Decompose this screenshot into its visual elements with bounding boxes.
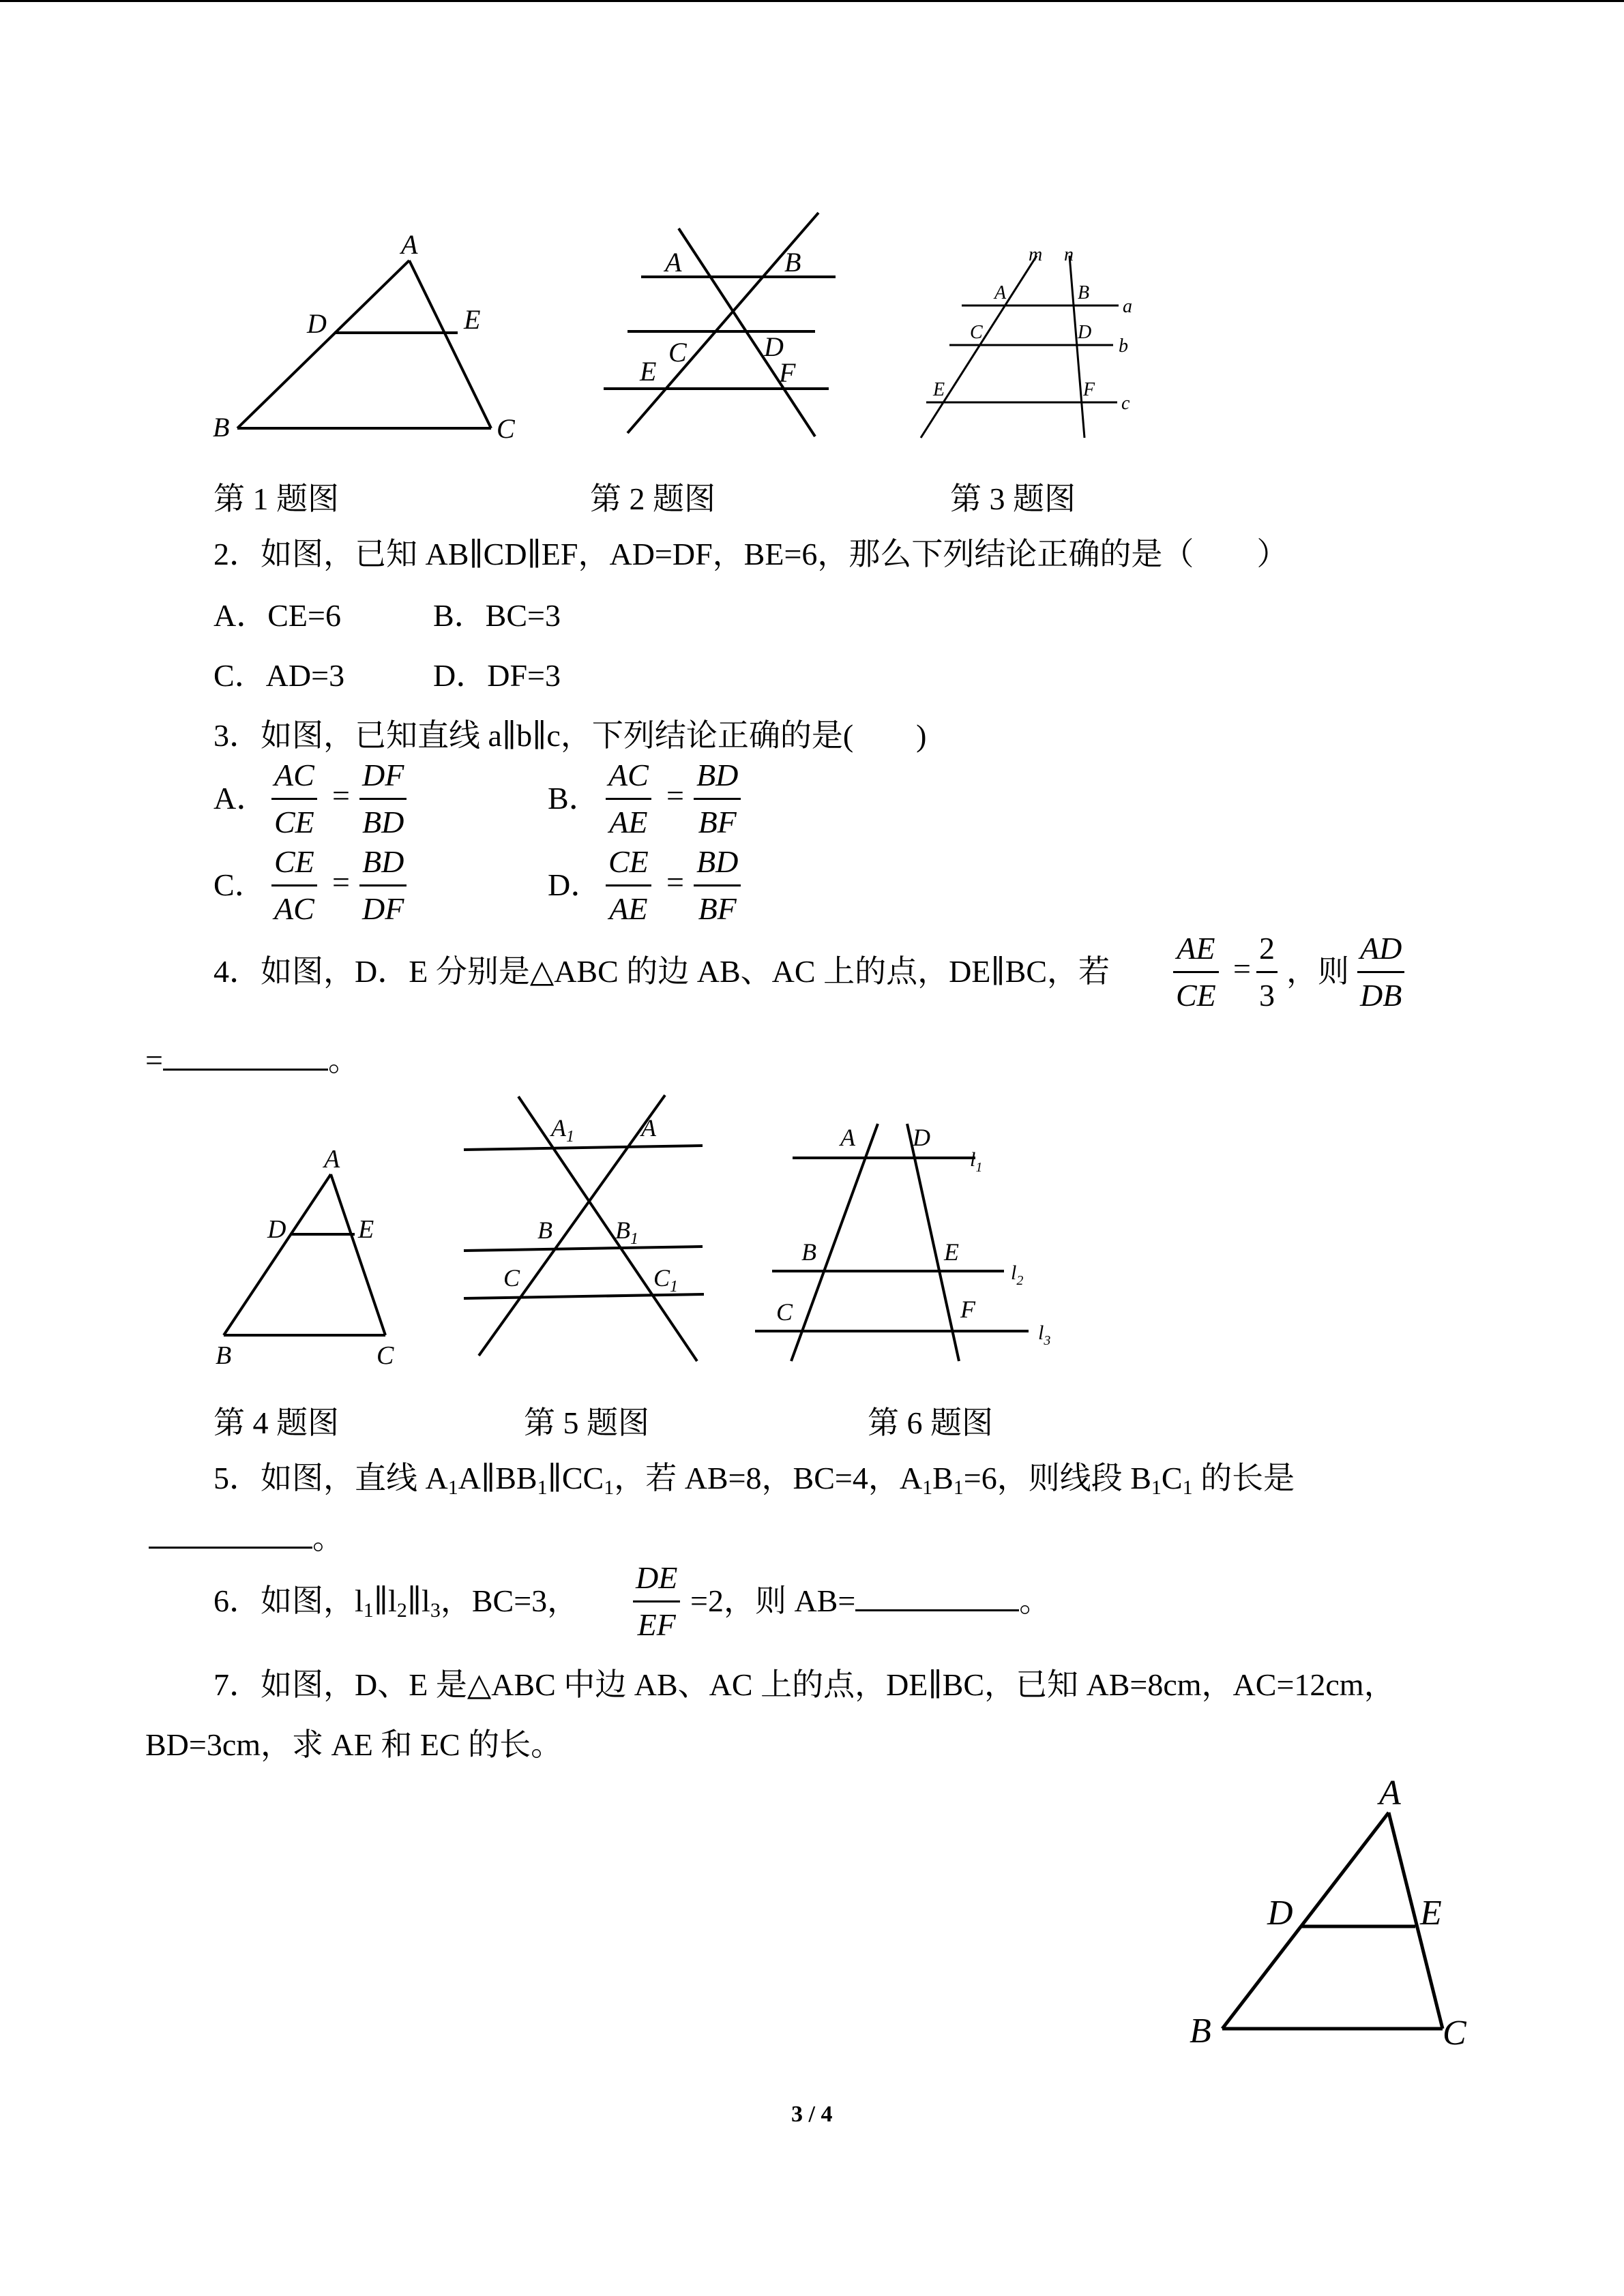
fig3-line-m — [921, 256, 1037, 438]
q5-stem: 5．如图，直线 $A_1A\parallel BB_1\parallel CC_1$，若 AB=8，BC=4，$A_1B_1=6$，则线段 $B_1C_1$ 的长是 — [213, 1461, 1295, 1499]
top-border — [0, 0, 1624, 2]
fig3-label-e-pt: E — [933, 379, 945, 400]
q3-b-den2: BF — [698, 805, 737, 839]
fig3-label-n: n — [1064, 244, 1074, 265]
q6-stem-start: 6．如图，$l_1\parallel l_2\parallel l_3$，BC=3， — [213, 1583, 579, 1622]
q3-a-num1: AC — [274, 758, 314, 792]
fig2-label-b: B — [784, 247, 801, 278]
q3-option-c-frac2 — [359, 842, 407, 929]
page-number: 3 / 4 — [791, 2102, 833, 2127]
q3-c-num1: CE — [274, 844, 314, 879]
q4-answer-blank[interactable] — [163, 1041, 328, 1071]
fig1-side-ac — [409, 260, 491, 428]
q4-fraction-ad-db — [1357, 929, 1404, 1015]
q3-c-equals: = — [332, 865, 350, 899]
fig6-caption: 第 6 题图 — [868, 1405, 993, 1440]
fig2-caption: 第 2 题图 — [590, 481, 715, 516]
q2-option-d: D．DF=3 — [433, 658, 561, 693]
q4-frac1-num: AE — [1177, 931, 1215, 966]
q3-a-num2: DF — [362, 758, 404, 792]
figure-3-parallels — [907, 239, 1166, 450]
q2-option-c: C．AD=3 — [213, 658, 345, 693]
fig2-label-f: F — [779, 357, 796, 388]
figure-4-triangle — [205, 1132, 423, 1377]
fig5-line-cc1 — [464, 1294, 704, 1298]
fig3-label-m: m — [1029, 244, 1043, 265]
fig7-label-c: C — [1443, 2014, 1466, 2053]
q6-answer-blank[interactable] — [855, 1582, 1019, 1611]
fig5-line-a1a — [464, 1146, 703, 1150]
fig4-label-c: C — [377, 1341, 394, 1370]
fig3-label-f-pt: F — [1083, 379, 1095, 400]
fig3-label-c-line: c — [1121, 393, 1130, 414]
fig4-label-d: D — [267, 1215, 286, 1244]
q4-frac1-den: CE — [1176, 978, 1216, 1013]
q6-stem-end: =2，则 AB= 。 — [690, 1583, 1051, 1618]
q3-d-num1: CE — [608, 844, 649, 879]
q3-stem: 3．如图，已知直线 a∥b∥c，下列结论正确的是( ) — [213, 718, 927, 753]
q3-c-den2: DF — [362, 891, 404, 926]
fig4-label-e: E — [358, 1215, 374, 1244]
q5-answer-blank[interactable] — [149, 1519, 312, 1549]
fig6-label-b: B — [801, 1238, 816, 1266]
q4-answer-line — [145, 1041, 359, 1079]
figure-5-parallels — [450, 1084, 723, 1371]
fig7-label-d: D — [1267, 1894, 1293, 1933]
fig5-label-a: A — [641, 1114, 656, 1142]
figure-2-parallels — [593, 205, 839, 450]
fig5-label-b1: $B_1$ — [615, 1217, 638, 1248]
fig5-label-a1: $A_1$ — [551, 1114, 574, 1146]
q4-stem: 4．如图，D．E 分别是△ABC 的边 AB、AC 上的点，DE∥BC，若 — [213, 954, 1110, 989]
q4-frac2-num: 2 — [1259, 931, 1275, 966]
q4-frac3-num: AD — [1360, 931, 1402, 966]
fig5-label-c: C — [503, 1264, 520, 1292]
fig1-label-e: E — [464, 304, 481, 335]
q3-b-num2: BD — [696, 758, 739, 792]
fig6-label-e: E — [944, 1238, 959, 1266]
q3-option-a-label: A． — [213, 781, 268, 816]
q3-option-d-label: D． — [548, 867, 602, 902]
q3-option-b-label: B． — [548, 781, 600, 816]
q3-option-d-frac2 — [694, 842, 741, 929]
q4-answer-eq: = — [145, 1043, 163, 1077]
q4-fraction-ae-ce — [1173, 929, 1219, 1015]
q3-b-den1: AE — [609, 805, 648, 839]
fig7-side-ab — [1222, 1813, 1389, 2029]
q3-b-equals: = — [666, 778, 684, 813]
fig4-caption: 第 4 题图 — [213, 1405, 339, 1440]
q3-option-c-label: C． — [213, 867, 266, 902]
q3-a-equals: = — [332, 778, 350, 813]
q4-answer-end: 。 — [327, 1043, 359, 1077]
fig7-label-e: E — [1420, 1894, 1442, 1933]
fig6-label-a: A — [840, 1124, 855, 1151]
q4-frac3-den: DB — [1360, 978, 1402, 1013]
fig6-label-f: F — [960, 1296, 975, 1323]
q4-equals: = — [1233, 951, 1251, 986]
fig3-label-a-line: a — [1123, 296, 1132, 317]
fig3-label-b-pt: B — [1078, 282, 1090, 303]
q3-option-c-frac1 — [271, 842, 317, 929]
q7-line-1: 7．如图，D、E 是△ABC 中边 AB、AC 上的点，DE∥BC，已知 AB=8cm，AC=12cm， — [213, 1667, 1396, 1702]
fig2-label-a: A — [665, 247, 682, 278]
q3-a-den1: CE — [274, 805, 314, 839]
fig4-side-ab — [224, 1174, 331, 1335]
fig6-label-l3: $l_3$ — [1038, 1322, 1051, 1348]
q6-frac-den: EF — [637, 1607, 676, 1642]
q2-stem: 2．如图，已知 AB∥CD∥EF，AD=DF，BE=6，那么下列结论正确的是（ ） — [213, 537, 1288, 571]
fig4-label-a: A — [324, 1145, 340, 1174]
fig7-label-a: A — [1379, 1774, 1401, 1813]
q3-d-den1: AE — [609, 891, 648, 926]
fig1-label-d: D — [307, 308, 327, 339]
fig5-caption: 第 5 题图 — [524, 1405, 649, 1440]
q3-d-num2: BD — [696, 844, 739, 879]
q3-option-b-frac2 — [694, 756, 741, 842]
q6-frac-num: DE — [636, 1560, 678, 1595]
figure-6-parallels — [743, 1112, 1071, 1371]
q3-b-num1: AC — [608, 758, 649, 792]
fig3-label-b-line: b — [1119, 336, 1128, 357]
q3-a-den2: BD — [362, 805, 404, 839]
figure-7-triangle — [1180, 1766, 1501, 2066]
q3-c-den1: AC — [274, 891, 314, 926]
q2-option-b: B．BC=3 — [433, 598, 561, 633]
fig5-label-b: B — [537, 1217, 552, 1244]
q5-answer-end: 。 — [312, 1521, 344, 1555]
q6-fraction-de-ef — [633, 1558, 680, 1645]
q3-d-den2: BF — [698, 891, 737, 926]
q3-d-equals: = — [666, 865, 684, 899]
fig1-label-a: A — [401, 229, 418, 260]
q3-c-num2: BD — [362, 844, 404, 879]
fig4-label-b: B — [216, 1341, 232, 1370]
fig1-caption: 第 1 题图 — [213, 481, 339, 516]
q7-line-2: BD=3cm，求 AE 和 EC 的长。 — [145, 1727, 563, 1762]
q3-option-a-frac1 — [271, 756, 317, 842]
fig3-caption: 第 3 题图 — [950, 481, 1076, 516]
fig4-side-ac — [331, 1174, 385, 1335]
fig2-label-e: E — [640, 356, 657, 387]
fig1-label-b: B — [213, 412, 230, 443]
fig7-label-b: B — [1190, 2012, 1211, 2051]
q4-frac2-den: 3 — [1259, 978, 1275, 1013]
q3-option-b-frac1 — [606, 756, 651, 842]
fig5-label-c1: $C_1$ — [653, 1264, 679, 1296]
q3-option-a-frac2 — [359, 756, 407, 842]
q4-then: ，则 — [1286, 954, 1349, 989]
q5-answer-line — [149, 1519, 344, 1557]
fig3-label-d-pt: D — [1078, 322, 1092, 343]
fig6-label-d: D — [913, 1124, 930, 1151]
fig3-label-c-pt: C — [970, 322, 983, 343]
q2-option-a: A．CE=6 — [213, 598, 341, 633]
q4-fraction-2-3 — [1256, 929, 1278, 1015]
fig5-line-bb1 — [464, 1247, 703, 1251]
fig2-label-c: C — [668, 337, 687, 368]
fig6-label-l2: $l_2$ — [1011, 1262, 1024, 1288]
fig3-label-a-pt: A — [994, 282, 1007, 303]
fig2-label-d: D — [764, 331, 784, 362]
figure-1-triangle — [205, 218, 532, 450]
fig1-side-ab — [237, 260, 409, 428]
fig1-label-c: C — [497, 413, 515, 444]
fig6-label-c: C — [776, 1298, 793, 1326]
fig6-label-l1: $l_1$ — [970, 1148, 983, 1175]
q3-option-d-frac1 — [606, 842, 651, 929]
